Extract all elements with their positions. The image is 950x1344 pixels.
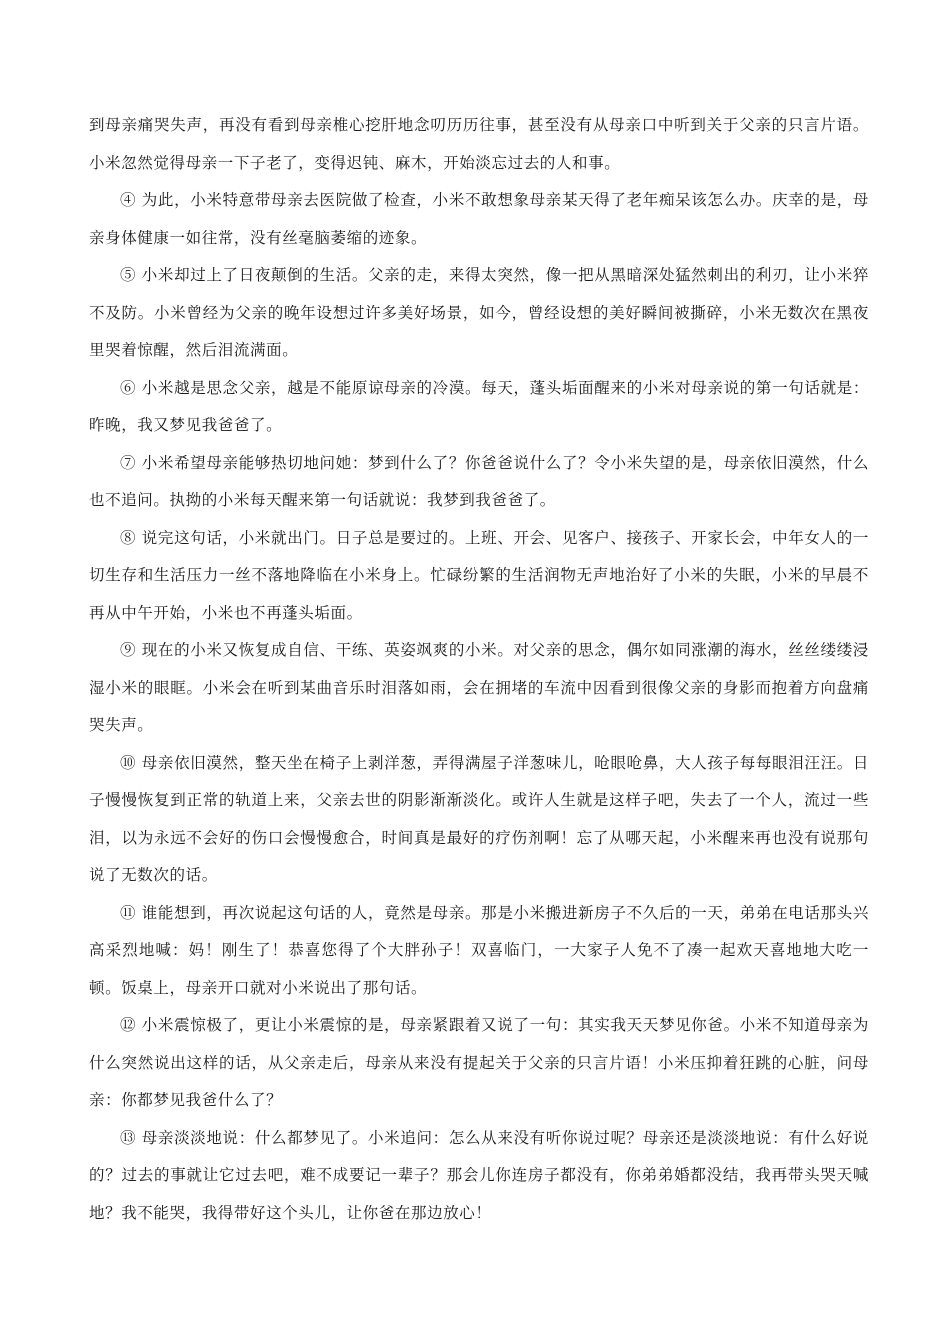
paragraph-12: ⑫ 小米震惊极了，更让小米震惊的是，母亲紧跟着又说了一句：其实我天天梦见你爸。小米不知道母亲为什么突然说出这样的话，从父亲走后，母亲从来没有提起关于父亲的只言片语！小米压抑着狂跳的心脏，问母亲：你都梦见我爸什么了？: [89, 1016, 869, 1109]
paragraph-continued: 到母亲痛哭失声，再没有看到母亲椎心挖肝地念叨历历往事，甚至没有从母亲口中听到关于父亲的只言片语。小米忽然觉得母亲一下子老了，变得迟钝、麻木，开始淡忘过去的人和事。: [89, 116, 869, 172]
paragraph-13: ⑬ 母亲淡淡地说：什么都梦见了。小米追问：怎么从来没有听你说过呢？母亲还是淡淡地说：有什么好说的？过去的事就让它过去吧，难不成要记一辈子？那会儿你连房子都没有，你弟弟婚都没结，我再带头哭天喊地？我不能哭，我得带好这个头儿，让你爸在那边放心！: [89, 1128, 869, 1222]
paragraph-6: ⑥ 小米越是思念父亲，越是不能原谅母亲的冷漠。每天，蓬头垢面醒来的小米对母亲说的第一句话就是：昨晚，我又梦见我爸爸了。: [89, 378, 869, 434]
paragraph-10: ⑩ 母亲依旧漠然，整天坐在椅子上剥洋葱，弄得满屋子洋葱味儿，呛眼呛鼻，大人孩子每每眼泪汪汪。日子慢慢恢复到正常的轨道上来，父亲去世的阴影渐渐淡化。或许人生就是这样子吧，失去了一个人，流过一些泪，以为永远不会好的伤口会慢慢愈合，时间真是最好的疗伤剂啊！忘了从哪天起，小米醒来再也没有说那句说了无数次的话。: [89, 753, 869, 884]
paragraph-4: ④ 为此，小米特意带母亲去医院做了检查，小米不敢想象母亲某天得了老年痴呆该怎么办。庆幸的是，母亲身体健康一如往常，没有丝毫脑萎缩的迹象。: [89, 191, 869, 247]
paragraph-9: ⑨ 现在的小米又恢复成自信、干练、英姿飒爽的小米。对父亲的思念，偶尔如同涨潮的海水，丝丝缕缕浸湿小米的眼眶。小米会在听到某曲音乐时泪落如雨，会在拥堵的车流中因看到很像父亲的身影而抱着方向盘痛哭失声。: [89, 641, 869, 734]
paragraph-7: ⑦ 小米希望母亲能够热切地问她：梦到什么了？你爸爸说什么了？令小米失望的是，母亲依旧漠然，什么也不追问。执拗的小米每天醒来第一句话就说：我梦到我爸爸了。: [89, 453, 869, 509]
paragraph-5: ⑤ 小米却过上了日夜颠倒的生活。父亲的走，来得太突然，像一把从黑暗深处猛然刺出的利刃，让小米猝不及防。小米曾经为父亲的晚年设想过许多美好场景，如今，曾经设想的美好瞬间被撕碎，小米无数次在黑夜里哭着惊醒，然后泪流满面。: [89, 266, 869, 359]
paragraph-11: ⑪ 谁能想到，再次说起这句话的人，竟然是母亲。那是小米搬进新房子不久后的一天，弟弟在电话那头兴高采烈地喊：妈！刚生了！恭喜您得了个大胖孙子！双喜临门，一大家子人免不了凑一起欢天喜地地大吃一顿。饭桌上，母亲开口就对小米说出了那句话。: [89, 903, 869, 997]
article-body: [89, 107, 869, 1232]
paragraph-8: ⑧ 说完这句话，小米就出门。日子总是要过的。上班、开会、见客户、接孩子、开家长会，中年女人的一切生存和生活压力一丝不落地降临在小米身上。忙碌纷繁的生活润物无声地治好了小米的失眠，小米的早晨不再从中午开始，小米也不再蓬头垢面。: [89, 528, 869, 622]
